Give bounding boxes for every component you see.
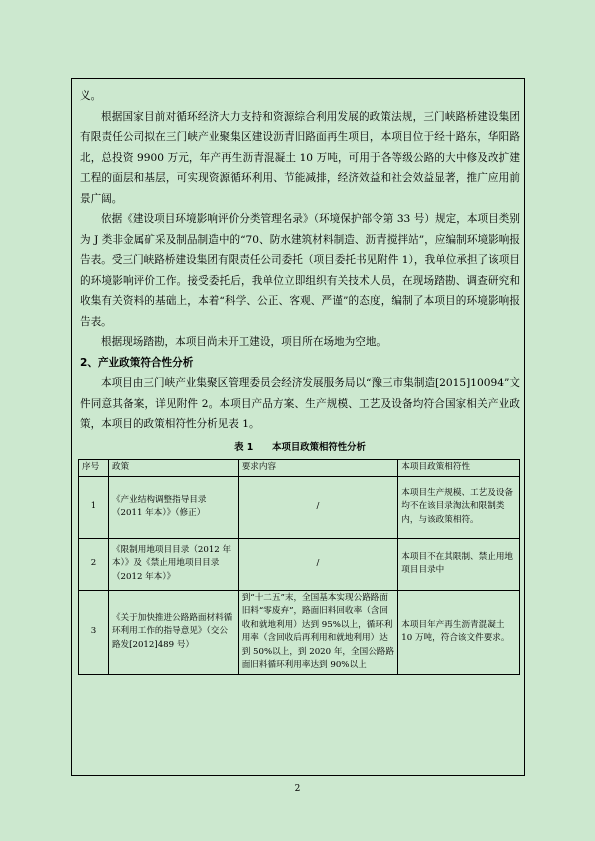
row-requirement: /: [238, 476, 398, 538]
row-compliance: 本项目生产规模、工艺及设备均不在该目录淘汰和限制类内，与该政策相符。: [398, 476, 520, 538]
document-body: [80, 86, 520, 675]
col-header-requirement: 要求内容: [238, 459, 398, 476]
row-number: 2: [79, 538, 109, 590]
policy-table: [78, 459, 520, 675]
row-requirement: 到“十二五”末，全国基本实现公路路面旧料“零废弃”，路面旧料回收率（含回收和就地利用）达到 95%以上，循环利用率（含回收后再利用和就地利用）达到 50%以上，到 2020 年，全国公路路面旧料循环利用率达到 90%以上: [238, 590, 398, 674]
paragraph-policy: 本项目由三门峡产业集聚区管理委员会经济发展服务局以“豫三市集制造[2015]10094”文件同意其备案，详见附件 2。本项目产品方案、生产规模、工艺及设备均符合国家相关产业政策，本项目的政策相符性分析见表 1。: [80, 377, 520, 430]
row-requirement: /: [238, 538, 398, 590]
section-heading-policy: 2、产业政策符合性分析: [80, 356, 194, 369]
col-header-policy: 政策: [108, 459, 238, 476]
paragraph-site-status: 根据现场踏勘，本项目尚未开工建设，项目所在场地为空地。: [101, 336, 388, 348]
paragraph-continuation: 义。: [80, 90, 102, 102]
paragraph-classification: 依据《建设项目环境影响评价分类管理名录》（环境保护部令第 33 号）规定，本项目类别为 J 类非金属矿采及制品制造中的“70、防水建筑材料制造、沥青搅拌站”，应编制环境影响报告表。受三门峡路桥建设集团有限责任公司委托（项目委托书见附件 1），我单位承担了该项目的环境影响评价工作。接受委托后，我单位立即组织有关技术人员，在现场踏勘、调查研究和收集有关资料的基础上，本着“科学、公正、客观、严谨”的态度，编制了本项目的环境影响报告表。: [80, 213, 520, 328]
table-row: [79, 476, 520, 538]
table-header-row: [79, 459, 520, 476]
row-number: 3: [79, 590, 109, 674]
row-policy: 《关于加快推进公路路面材料循环利用工作的指导意见》（交公路发[2012]489 号）: [108, 590, 238, 674]
row-number: 1: [79, 476, 109, 538]
table-row: [79, 538, 520, 590]
paragraph-project-intro: 根据国家目前对循环经济大力支持和资源综合利用发展的政策法规，三门峡路桥建设集团有限责任公司拟在三门峡产业聚集区建设沥青旧路面再生项目，本项目位于经十路东，华阳路北，总投资 9900 万元，年产再生沥青混凝土 10 万吨，可用于各等级公路的大中修及改扩建工程的面层和基层，可实现资源循环利用、节能减排，经济效益和社会效益显著，推广应用前景广阔。: [80, 110, 520, 205]
col-header-compliance: 本项目政策相符性: [398, 459, 520, 476]
page-number: 2: [294, 784, 301, 794]
row-policy: 《产业结构调整指导目录（2011 年本）》（修正）: [108, 476, 238, 538]
table-row: [79, 590, 520, 674]
row-compliance: 本项目不在其限制、禁止用地项目目录中: [398, 538, 520, 590]
table-caption: 表 1 本项目政策相符性分析: [234, 441, 366, 453]
row-policy: 《限制用地项目目录（2012 年本）》及《禁止用地项目目录（2012 年本）》: [108, 538, 238, 590]
row-compliance: 本项目年产再生沥青混凝土 10 万吨，符合该文件要求。: [398, 590, 520, 674]
col-header-no: 序号: [79, 459, 109, 476]
